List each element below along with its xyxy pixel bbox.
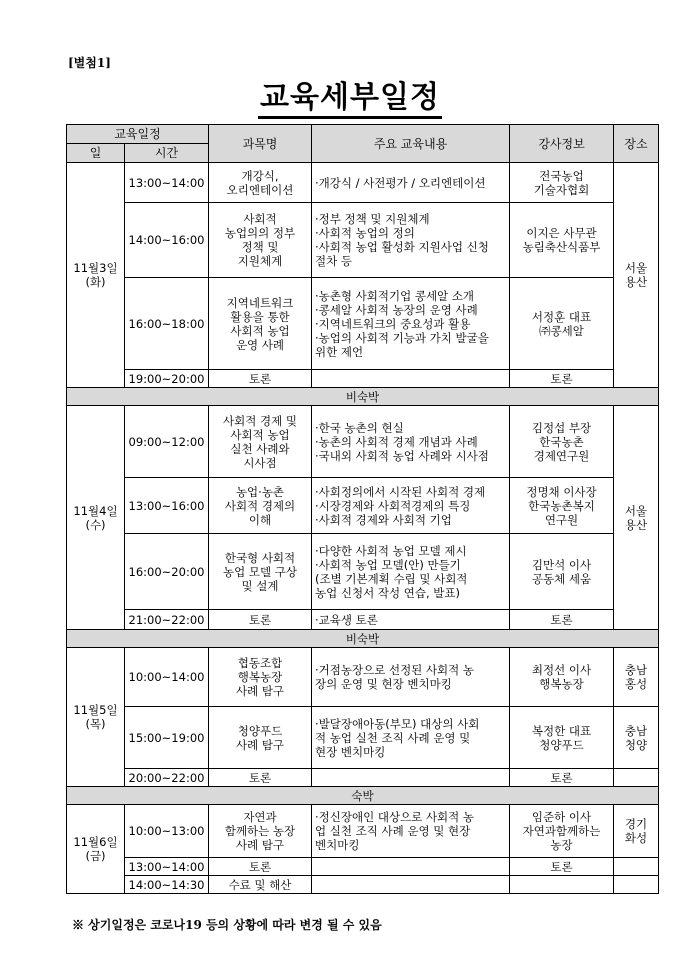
session-content (312, 278, 510, 370)
session-subject-line: 시사점 (243, 455, 277, 470)
session-time (125, 203, 209, 278)
header-row (67, 125, 659, 144)
stay-label: 비숙박 (67, 388, 659, 406)
schedule-row (67, 478, 659, 534)
schedule-row (67, 858, 659, 876)
session-time-line: 21:00~22:00 (128, 612, 205, 627)
session-subject-line: 사례 탐구 (235, 838, 285, 852)
session-subject-line: 지원체계 (237, 254, 283, 268)
session-content-line: ·농업의 사회적 기능과 가치 발굴을 (315, 330, 489, 345)
schedule-row (67, 370, 659, 388)
schedule-row (67, 203, 659, 278)
session-instructor (510, 876, 614, 894)
session-instructor-line: 토론 (550, 859, 573, 874)
session-content-line: ·농촌형 사회적기업 콩세알 소개 (315, 288, 475, 303)
session-content-line (315, 878, 506, 892)
session-content-line: 벤치마킹 (315, 838, 360, 852)
session-instructor (510, 707, 614, 769)
session-venue-line (617, 860, 655, 874)
session-content (312, 610, 510, 630)
schedule-row (67, 610, 659, 630)
session-content-line: 업 실천 조직 사례 운영 및 현장 (315, 824, 471, 838)
session-content-line: ·사회정의에서 시작된 사회적 경제 (315, 484, 486, 499)
session-venue-line: 경기 (624, 817, 648, 831)
session-time (125, 534, 209, 610)
session-venue (614, 648, 659, 707)
session-time-line: 19:00~20:00 (128, 371, 205, 386)
session-venue (614, 163, 659, 388)
stay-row (67, 630, 659, 648)
session-content (312, 163, 510, 203)
session-venue (614, 406, 659, 630)
session-subject-line: 농업·농촌 (235, 484, 285, 499)
session-subject-line: 청양푸드 (237, 723, 283, 738)
session-content (312, 805, 510, 858)
schedule-row (67, 707, 659, 769)
session-subject-line: 토론 (248, 371, 272, 386)
session-content (312, 769, 510, 787)
session-subject-line: 토론 (248, 859, 272, 874)
schedule-row (67, 534, 659, 610)
day-date-line: 11월5일 (73, 703, 118, 717)
session-venue (614, 805, 659, 858)
session-subject-line: 오리엔테이션 (226, 182, 294, 197)
session-subject-line: 활용을 통한 (230, 309, 290, 324)
session-time (125, 876, 209, 894)
session-instructor (510, 534, 614, 610)
session-time-line: 15:00~19:00 (128, 730, 205, 745)
session-time (125, 858, 209, 876)
session-content (312, 370, 510, 388)
session-instructor-line: 공동체 세움 (531, 571, 592, 586)
stay-row (67, 787, 659, 805)
day-date-line: (금) (85, 849, 106, 863)
session-venue (614, 707, 659, 769)
session-content-line: ·콩세알 사회적 농장의 운영 사례 (315, 302, 478, 317)
session-instructor (510, 163, 614, 203)
session-subject-line: 개강식, (241, 168, 279, 183)
session-time-line: 16:00~20:00 (128, 564, 205, 579)
session-subject (209, 648, 312, 707)
session-instructor-line: 최정선 이사 (531, 663, 592, 677)
session-instructor-line (513, 878, 610, 892)
session-subject-line: 운영 사례 (235, 337, 285, 352)
session-time-line: 20:00~22:00 (128, 770, 205, 785)
day-date (67, 805, 125, 894)
session-time-line: 13:00~14:00 (128, 175, 205, 190)
session-instructor (510, 278, 614, 370)
session-instructor-line: 농장 (550, 838, 573, 852)
session-time-line: 13:00~14:00 (128, 859, 205, 874)
schedule-row (67, 278, 659, 370)
session-content-line: 위한 제언 (315, 344, 364, 359)
session-subject-line: 사례 탐구 (235, 737, 285, 752)
session-content-line: ·교육생 토론 (315, 612, 378, 627)
session-subject-line: 협동조합 (237, 656, 283, 670)
session-content-line: ·사회적 경제와 사회적 기업 (315, 512, 452, 527)
session-subject-line: 사회적 경제 및 (223, 413, 297, 428)
session-time (125, 278, 209, 370)
session-subject-line: 사례 탐구 (235, 684, 285, 698)
session-instructor-line: 토론 (550, 770, 573, 785)
session-subject (209, 534, 312, 610)
session-content-line: ·국내외 사회적 농업 사례와 시사점 (315, 448, 489, 463)
session-venue-line: 충남 (624, 663, 648, 677)
session-subject (209, 707, 312, 769)
session-instructor (510, 648, 614, 707)
session-time (125, 769, 209, 787)
schedule-row (67, 769, 659, 787)
session-content-line: ·다양한 사회적 농업 모델 제시 (315, 543, 467, 558)
session-subject-line: 자연과 (243, 810, 277, 824)
day-date (67, 163, 125, 388)
session-content-line: 절차 등 (315, 254, 352, 268)
day-date-line: (수) (85, 517, 106, 532)
day-date (67, 648, 125, 787)
session-instructor-line: 한국농촌 (539, 434, 584, 449)
session-instructor-line: 한국농촌복지 (528, 498, 595, 513)
session-subject (209, 163, 312, 203)
session-time (125, 648, 209, 707)
session-subject-line: 사회적 농업 (230, 323, 290, 338)
header-content: 주요 교육내용 (312, 125, 510, 163)
session-instructor-line: 김정섭 부장 (531, 420, 592, 435)
session-content-line: ·거점농장으로 선정된 사회적 농 (315, 663, 475, 677)
session-time-line: 13:00~16:00 (128, 498, 205, 513)
session-content-line: 현장 벤치마킹 (315, 744, 386, 759)
session-content (312, 534, 510, 610)
session-content-line: ·시장경제와 사회적경제의 특징 (315, 498, 471, 513)
session-content-line: ·농촌의 사회적 경제 개념과 사례 (315, 434, 478, 449)
session-instructor (510, 610, 614, 630)
session-subject-line: 농업 모델 구상 (223, 564, 297, 579)
session-content-line: 장의 운영 및 현장 벤치마킹 (315, 677, 452, 691)
session-content-line: ·발달장애아동(부모) 대상의 사회 (315, 716, 480, 731)
session-content (312, 707, 510, 769)
day-date-line: 11월6일 (73, 835, 118, 849)
stay-row (67, 388, 659, 406)
session-subject-line: 정책 및 (241, 240, 279, 254)
session-content-line (315, 771, 506, 785)
session-subject (209, 203, 312, 278)
session-time (125, 707, 209, 769)
session-instructor-line: 경제연구원 (533, 448, 590, 463)
session-content-line: ·한국 농촌의 현실 (315, 420, 404, 435)
session-venue-line: 홍성 (624, 677, 648, 691)
session-subject-line: 사회적 농업 (230, 427, 290, 442)
day-date (67, 406, 125, 630)
session-time (125, 478, 209, 534)
session-venue (614, 876, 659, 894)
session-venue-line: 충남 (624, 723, 648, 738)
session-content-line: ·사회적 농업 활성화 지원사업 신청 (315, 240, 489, 254)
day-date-line: 11월4일 (73, 503, 118, 518)
session-subject (209, 406, 312, 478)
session-content-line: ·정부 정책 및 지원체계 (315, 212, 430, 226)
session-time (125, 406, 209, 478)
session-content-line: ·사회적 농업의 정의 (315, 226, 415, 240)
schedule-row (67, 648, 659, 707)
session-instructor-line: 토론 (550, 612, 573, 627)
session-time (125, 163, 209, 203)
session-instructor-line: ㈜콩세알 (539, 323, 584, 338)
session-instructor-line: 서정훈 대표 (531, 309, 592, 324)
session-time-line: 16:00~18:00 (128, 316, 205, 331)
session-subject-line: 실천 사례와 (230, 441, 290, 456)
session-venue-line: 화성 (624, 831, 648, 845)
session-venue-line: 청양 (624, 737, 648, 752)
schedule-table (66, 124, 659, 894)
session-subject-line: 및 설계 (241, 578, 279, 593)
session-instructor (510, 406, 614, 478)
session-subject-line: 이해 (248, 512, 272, 527)
session-instructor-line: 자연과함께하는 (522, 824, 601, 838)
day-date-line: (화) (85, 275, 106, 289)
header-schedule: 교육일정 (67, 125, 209, 144)
session-venue (614, 858, 659, 876)
stay-label: 비숙박 (67, 630, 659, 648)
session-subject-line: 토론 (248, 770, 272, 785)
session-venue-line (617, 771, 655, 785)
session-venue-line: 용산 (624, 275, 648, 289)
session-content-line: ·지역네트워크의 중요성과 활용 (315, 316, 471, 331)
session-instructor-line: 전국농업 (539, 168, 584, 183)
session-subject (209, 478, 312, 534)
session-content-line: 적 농업 실천 조직 사례 운영 및 (315, 730, 471, 745)
session-instructor-line: 김만석 이사 (531, 557, 592, 572)
session-instructor-line: 정명채 이사장 (526, 484, 597, 499)
session-subject (209, 278, 312, 370)
session-subject-line: 사회적 (243, 212, 277, 226)
session-instructor-line: 복정한 대표 (531, 723, 592, 738)
page-title (0, 72, 700, 116)
session-content (312, 478, 510, 534)
session-subject-line: 지역네트워크 (226, 295, 294, 310)
session-instructor-line: 청양푸드 (539, 737, 584, 752)
session-instructor-line: 이지은 사무관 (526, 226, 597, 240)
schedule-row (67, 805, 659, 858)
header-instructor: 강사정보 (510, 125, 614, 163)
session-content (312, 203, 510, 278)
session-subject-line: 토론 (248, 612, 272, 627)
session-instructor-line: 행복농장 (539, 677, 584, 691)
session-subject-line: 수료 및 해산 (228, 877, 292, 892)
session-time (125, 805, 209, 858)
header-venue: 장소 (614, 125, 659, 163)
session-instructor (510, 805, 614, 858)
session-subject-line: 농업의의 정부 (224, 226, 296, 240)
session-subject-line: 한국형 사회적 (224, 550, 296, 565)
session-subject (209, 858, 312, 876)
header-time: 시간 (125, 144, 209, 163)
session-time-line: 10:00~14:00 (128, 670, 205, 684)
session-time-line: 14:00~16:00 (128, 233, 205, 247)
session-instructor (510, 858, 614, 876)
footnote: ※ 상기일정은 코로나19 등의 상황에 따라 변경 될 수 있음 (72, 918, 382, 932)
session-venue-line: 서울 (624, 261, 648, 275)
session-instructor (510, 370, 614, 388)
session-content-line: ·사회적 농업 모델(안) 만들기 (315, 557, 461, 572)
session-subject (209, 805, 312, 858)
session-instructor (510, 769, 614, 787)
stay-label: 숙박 (67, 787, 659, 805)
session-content-line: (조별 기본계획 수립 및 사회적 (315, 571, 468, 586)
session-instructor-line: 기술자협회 (533, 182, 590, 197)
page-title-text: 교육세부일정 (258, 80, 442, 119)
session-subject-line: 사회적 경제의 (224, 498, 296, 513)
session-instructor-line: 농림축산식품부 (522, 240, 601, 254)
session-instructor-line: 임준하 이사 (531, 810, 592, 824)
header-day: 일 (67, 144, 125, 163)
session-subject (209, 610, 312, 630)
header-subject: 과목명 (209, 125, 312, 163)
session-subject-line: 행복농장 (237, 670, 283, 684)
attachment-label: [별첨1] (68, 56, 111, 70)
session-venue-line (617, 878, 655, 892)
session-content (312, 648, 510, 707)
session-subject-line: 함께하는 농장 (224, 824, 296, 838)
schedule-row (67, 406, 659, 478)
session-subject (209, 370, 312, 388)
session-content-line: ·개강식 / 사전평가 / 오리엔테이션 (315, 175, 486, 190)
session-content (312, 858, 510, 876)
session-content-line: 농업 신청서 작성 연습, 발표) (315, 585, 460, 600)
session-time-line: 10:00~13:00 (128, 824, 205, 838)
session-venue-line: 용산 (624, 517, 648, 532)
day-date-line: (목) (85, 717, 106, 731)
session-time (125, 610, 209, 630)
session-content (312, 876, 510, 894)
session-content (312, 406, 510, 478)
session-content-line (315, 860, 506, 874)
session-instructor (510, 478, 614, 534)
session-time (125, 370, 209, 388)
session-instructor-line: 연구원 (544, 512, 579, 527)
schedule-row (67, 876, 659, 894)
schedule-row (67, 163, 659, 203)
day-date-line: 11월3일 (73, 261, 118, 275)
session-content-line (315, 372, 506, 386)
session-time-line: 09:00~12:00 (128, 434, 205, 449)
session-subject (209, 769, 312, 787)
session-venue-line: 서울 (624, 503, 648, 518)
session-instructor (510, 203, 614, 278)
session-instructor-line: 토론 (550, 371, 573, 386)
session-subject (209, 876, 312, 894)
session-venue (614, 769, 659, 787)
session-content-line: ·정신장애인 대상으로 사회적 농 (315, 810, 475, 824)
session-time-line: 14:00~14:30 (128, 877, 205, 892)
